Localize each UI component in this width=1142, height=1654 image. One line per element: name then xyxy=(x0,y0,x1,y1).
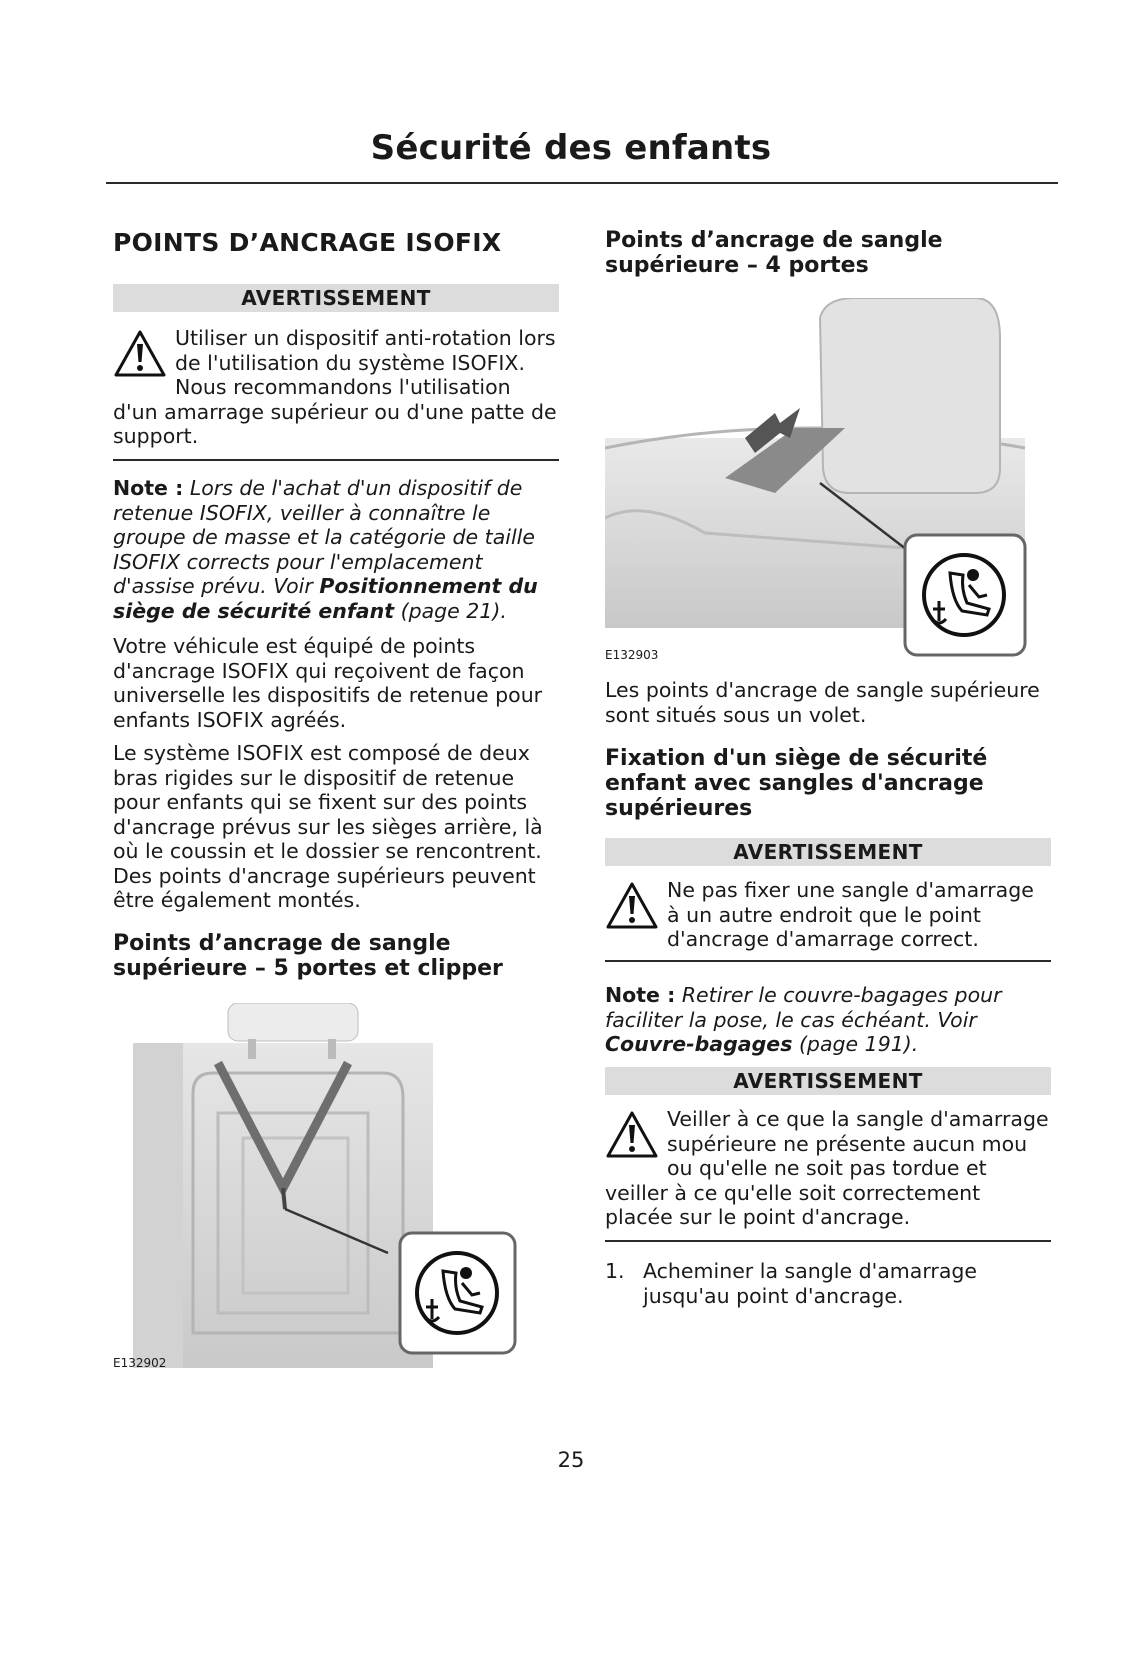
figure-code: E132903 xyxy=(605,648,659,662)
section-heading-4-portes: Points d’ancrage de sangle supérieure – 4 portes xyxy=(605,228,943,278)
cross-reference-link[interactable]: Couvre-bagages xyxy=(605,1032,793,1056)
note-prefix: Note : xyxy=(113,476,184,500)
warning-text: Veiller à ce que la sangle d'amarrage supérieure ne présente aucun mou ou qu'elle ne soit pas tordue et veiller à ce qu'elle soit correctement placée sur le point d'ancrage. xyxy=(605,1107,1049,1229)
warning-box-1 xyxy=(113,284,559,461)
paragraph-flap: Les points d'ancrage de sangle supérieure sont situés sous un volet. xyxy=(605,678,1040,727)
paragraph-isofix-system: Le système ISOFIX est composé de deux bras rigides sur le dispositif de retenue pour enfants qui se fixent sur des points d'ancrage prévus sur les sièges arrière, là où le coussin et le dossier se rencontrent. Des points d'ancrage supérieurs peuvent être également montés. xyxy=(113,741,543,912)
warning-triangle-icon xyxy=(605,1109,659,1161)
section-heading-isofix: POINTS D’ANCRAGE ISOFIX xyxy=(113,228,502,257)
note-text: Lors de l'achat d'un dispositif de retenue ISOFIX, veiller à connaître le groupe de masse et la catégorie de taille ISOFIX corrects pour l'emplacement d'assise prévu. Voir xyxy=(113,476,535,598)
isofix-anchor-symbol-icon xyxy=(917,545,1012,645)
isofix-anchor-symbol-icon xyxy=(410,1243,505,1343)
page-number: 25 xyxy=(557,1448,585,1472)
page-title: Sécurité des enfants xyxy=(370,128,772,168)
warning-text: Ne pas fixer une sangle d'amarrage à un autre endroit que le point d'ancrage d'amarrage correct. xyxy=(667,878,1034,951)
warning-box-3 xyxy=(605,1067,1051,1242)
warning-triangle-icon xyxy=(605,880,659,932)
figure-code: E132902 xyxy=(113,1356,167,1370)
page-reference: (page 21). xyxy=(400,598,507,623)
figure-tether-4-portes xyxy=(605,298,1035,668)
step-number: 1. xyxy=(605,1259,625,1283)
cross-reference-link[interactable]: Positionnement du siège de sécurité enfant xyxy=(113,574,538,623)
warning-label: AVERTISSEMENT xyxy=(113,284,559,312)
step-list-item xyxy=(605,1259,1060,1308)
note-text: Retirer le couvre-bagages pour faciliter la pose, le cas échéant. Voir xyxy=(605,983,1002,1032)
warning-label: AVERTISSEMENT xyxy=(605,1067,1051,1095)
warning-label: AVERTISSEMENT xyxy=(605,838,1051,866)
warning-triangle-icon xyxy=(113,328,167,380)
section-heading-5-portes: Points d’ancrage de sangle supérieure – 5 portes et clipper xyxy=(113,931,503,981)
warning-divider xyxy=(113,459,559,461)
note-isofix-purchase xyxy=(113,476,561,623)
note-prefix: Note : xyxy=(605,983,676,1007)
figure-tether-5-portes xyxy=(113,1003,543,1370)
title-divider xyxy=(106,182,1058,184)
paragraph-isofix-points: Votre véhicule est équipé de points d'ancrage ISOFIX qui reçoivent de façon universelle les dispositifs de retenue pour enfants ISOFIX agréés. xyxy=(113,634,543,732)
note-couvre-bagages xyxy=(605,983,1060,1057)
step-text: Acheminer la sangle d'amarrage jusqu'au point d'ancrage. xyxy=(643,1259,978,1308)
section-heading-fixation: Fixation d'un siège de sécurité enfant avec sangles d'ancrage supérieures xyxy=(605,746,988,821)
warning-divider xyxy=(605,960,1051,962)
page-reference: (page 191). xyxy=(798,1032,919,1056)
warning-divider xyxy=(605,1240,1051,1242)
warning-box-2 xyxy=(605,838,1051,962)
warning-text: Utiliser un dispositif anti-rotation lors de l'utilisation du système ISOFIX. Nous recommandons l'utilisation d'un amarrage supérieur ou d'une patte de support. xyxy=(113,326,557,448)
